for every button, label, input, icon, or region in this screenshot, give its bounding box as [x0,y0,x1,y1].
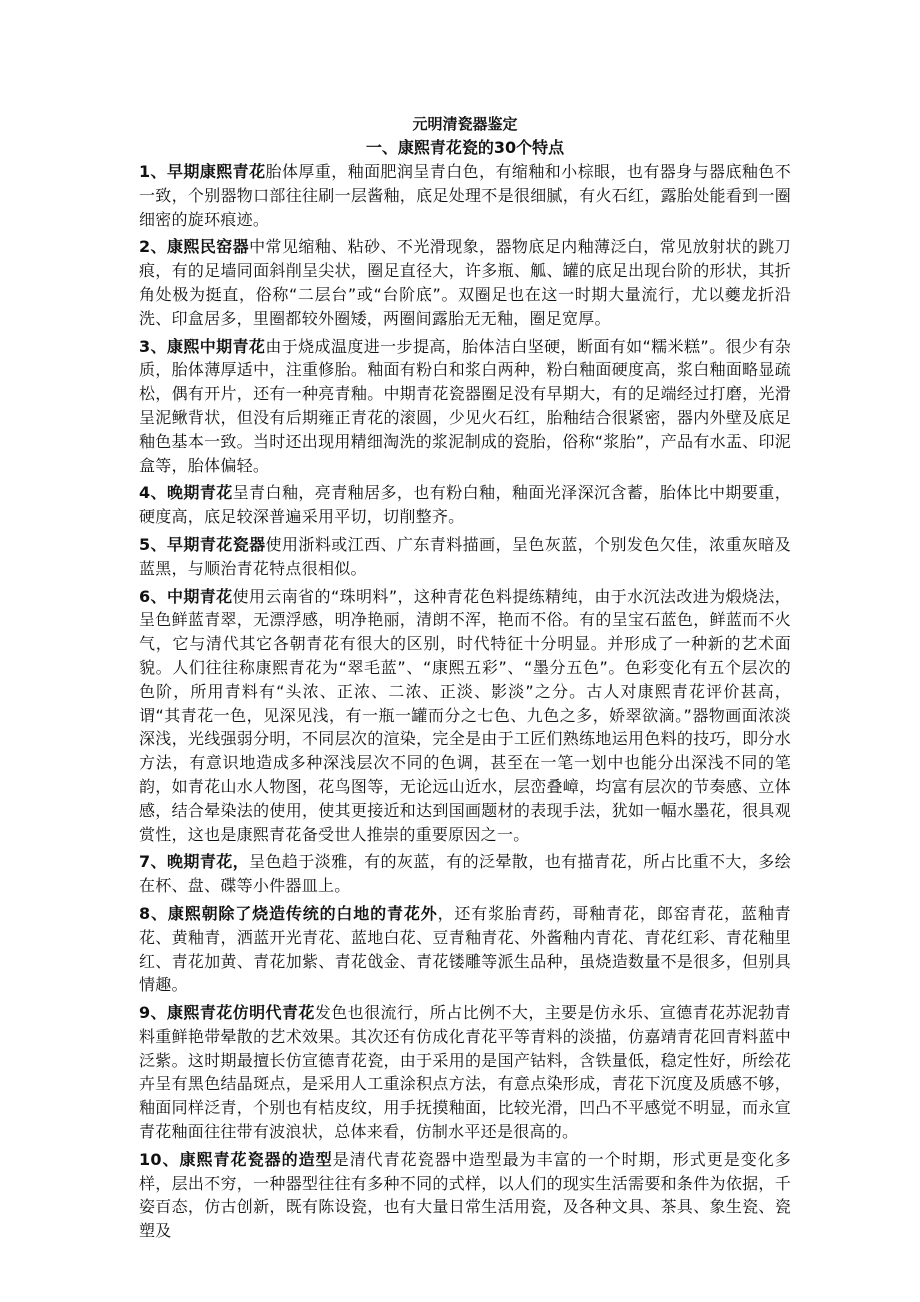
paragraph-lead-text: 晚期青花 [166,483,233,503]
paragraph-lead [139,162,266,181]
paragraph [139,235,791,330]
paragraph [139,850,791,898]
paragraph-lead [139,587,233,606]
paragraph [139,335,791,478]
paragraph-body: 胎体厚重，釉面肥润呈青白色，有缩釉和小棕眼，也有器身与器底釉色不一致，个别器物口部往往刷一层酱釉，底足处理不是很细腻，有火石红，露胎处能看到一圈细密的旋环痕迹。 [139,162,791,229]
paragraph-lead [139,1150,333,1169]
paragraph-body: 由于烧成温度进一步提高，胎体洁白坚硬，断面有如“糯米糕”。很少有杂质，胎体薄厚适中，注重修胎。釉面有粉白和浆白两种，粉白釉面硬度高，浆白釉面略显疏松，偶有开片，还有一种亮青釉。中期青花瓷器圈足没有早期大，有的足端经过打磨，光滑呈泥鳅背状，但没有后期雍正青花的滚圆，少见火石红，胎釉结合很紧密，器内外壁及底足釉色基本一致。当时还出现用精细淘洗的浆泥制成的瓷胎，俗称“浆胎”，产品有水盂、印泥盒等，胎体偏轻。 [139,336,791,475]
paragraph-lead-text: 早期康熙青花 [166,162,266,181]
paragraph-lead [139,852,249,871]
paragraph-lead [139,1003,315,1022]
document-page [139,112,791,1247]
paragraph-lead-text: 中期青花 [166,586,233,606]
paragraph [139,585,791,847]
paragraph [139,533,791,581]
paragraph-lead-text: 康熙中期青花 [166,336,266,356]
paragraph-number: 9、 [139,1003,167,1023]
paragraph-body: 发色也很流行，所占比例不大，主要是仿永乐、宣德青花苏泥勃青料重鲜艳带晕散的艺术效果。其次还有仿成化青花平等青料的淡描，仿嘉靖青花回青料蓝中泛紫。这时期最擅长仿宣德青花瓷，由于采用的是国产钴料，含铁量低，稳定性好，所绘花卉呈有黑色结晶斑点，是采用人工重涂积点方法，有意点染形成，青花下沉度及质感不够，釉面同样泛青，个别也有桔皮纹，用手抚摸釉面，比较光滑，凹凸不平感觉不明显，而永宣青花釉面往往带有波浪状，总体来看，仿制水平还是很高的。 [139,1003,791,1142]
paragraph-number: 8、 [139,903,168,923]
paragraph-body: 使用云南省的“珠明料”，这种青花色料提练精纯，由于水沉法改进为煅烧法，呈色鲜蓝青翠，无漂浮感，明净艳丽，清朗不浑，艳而不俗。有的呈宝石蓝色，鲜蓝而不火气，它与清代其它各朝青花有很大的区别，时代特征十分明显。并形成了一种新的艺术面貌。人们往往称康熙青花为“翠毛蓝”、“康熙五彩”、“墨分五色”。色彩变化有五个层次的色阶，所用青料有“头浓、正浓、二浓、正淡、影淡”之分。古人对康熙青花评价甚高，谓“其青花一色，见深见浅，有一瓶一罐而分之七色、九色之多，娇翠欲滴。”器物画面浓淡深浅，光线强弱分明，不同层次的渲染，完全是由于工匠们熟练地运用色料的技巧，即分水方法，有意识地造成多种深浅层次不同的色调，甚至在一笔一划中也能分出深浅不同的笔韵，如青花山水人物图，花鸟图等，无论远山近水，层峦叠嶂，均富有层次的节奏感、立体感，结合晕染法的使用，使其更接近和达到国画题材的表现手法，犹如一幅水墨花，很具观赏性，这也是康熙青花备受世人推崇的重要原因之一。 [139,586,791,844]
paragraph-lead-text: 康熙朝除了烧造传统的白地的青花外 [167,903,438,923]
paragraph-lead [139,535,266,554]
paragraph-body: 是清代青花瓷器中造型最为丰富的一个时期，形式更是变化多样，层出不穷，一种器型往往有多种不同的式样，以人们的现实生活需要和条件为依据，千姿百态，仿古创新，既有陈设瓷，也有大量日常生活用瓷，及各种文具、茶具、象生瓷、瓷塑及 [139,1149,791,1241]
paragraph [139,481,791,529]
document-title: 元明清瓷器鉴定 [412,115,518,133]
paragraph-lead [139,337,265,356]
paragraph-lead-text: 康熙青花瓷器的造型 [179,1149,333,1169]
paragraph-number: 10、 [139,1149,180,1169]
paragraph [139,1148,791,1243]
paragraph-lead [139,237,249,256]
paragraph-lead-text: 晚期青花， [166,852,250,872]
paragraph-number: 7、 [139,852,167,872]
section-heading: 一、康熙青花瓷的30个特点 [365,138,565,157]
paragraph-body: 中常见缩釉、粘砂、不光滑现象，器物底足内釉薄泛白，常见放射状的跳刀痕，有的足墙同面斜削呈尖状，圈足直径大，许多瓶、觚、罐的底足出现台阶的形状，其折角处极为挺直，俗称“二层台”或“台阶底”。双圈足也在这一时期大量流行，尤以夔龙折沿洗、印盒居多，里圈都较外圈矮，两圈间露胎无无釉，圈足宽厚。 [139,237,791,328]
paragraph-body: 使用浙料或江西、广东青料描画，呈色灰蓝，个别发色欠佳，浓重灰暗及蓝黑，与顺治青花特点很相似。 [139,534,791,578]
paragraph-number: 6、 [139,586,167,606]
paragraph-body: ，还有浆胎青药，哥釉青花，郎窑青花，蓝釉青花、黄釉青，洒蓝开光青花、蓝地白花、豆青釉青花、外酱釉内青花、青花红彩、青花釉里红、青花加黄、青花加紫、青花戗金、青花镂雕等派生品种，虽烧造数量不是很多，但别具情趣。 [139,903,791,995]
paragraph-number: 4、 [139,483,167,503]
paragraph-number: 2、 [139,237,167,257]
paragraph-number: 3、 [139,336,167,356]
paragraph-lead [139,483,233,502]
paragraph-number: 1、 [139,162,167,181]
paragraph-lead-text: 早期青花瓷器 [166,534,266,554]
paragraph-list [139,160,791,1243]
paragraph [139,1001,791,1144]
paragraph [139,902,791,997]
paragraph-number: 5、 [139,534,167,554]
paragraph-lead [139,904,438,923]
paragraph-body: 呈青白釉，亮青釉居多，也有粉白釉，釉面光泽深沉含蓄，胎体比中期要重，硬度高，底足较深普遍采用平切，切削整齐。 [139,483,791,527]
paragraph-lead-text: 康熙青花仿明代青花 [166,1003,315,1023]
paragraph [139,160,791,231]
paragraph-body: 呈色趋于淡雅，有的灰蓝，有的泛晕散，也有描青花，所占比重不大，多绘在杯、盘、碟等小件器皿上。 [139,852,791,896]
paragraph-lead-text: 康熙民窑器 [166,237,250,257]
